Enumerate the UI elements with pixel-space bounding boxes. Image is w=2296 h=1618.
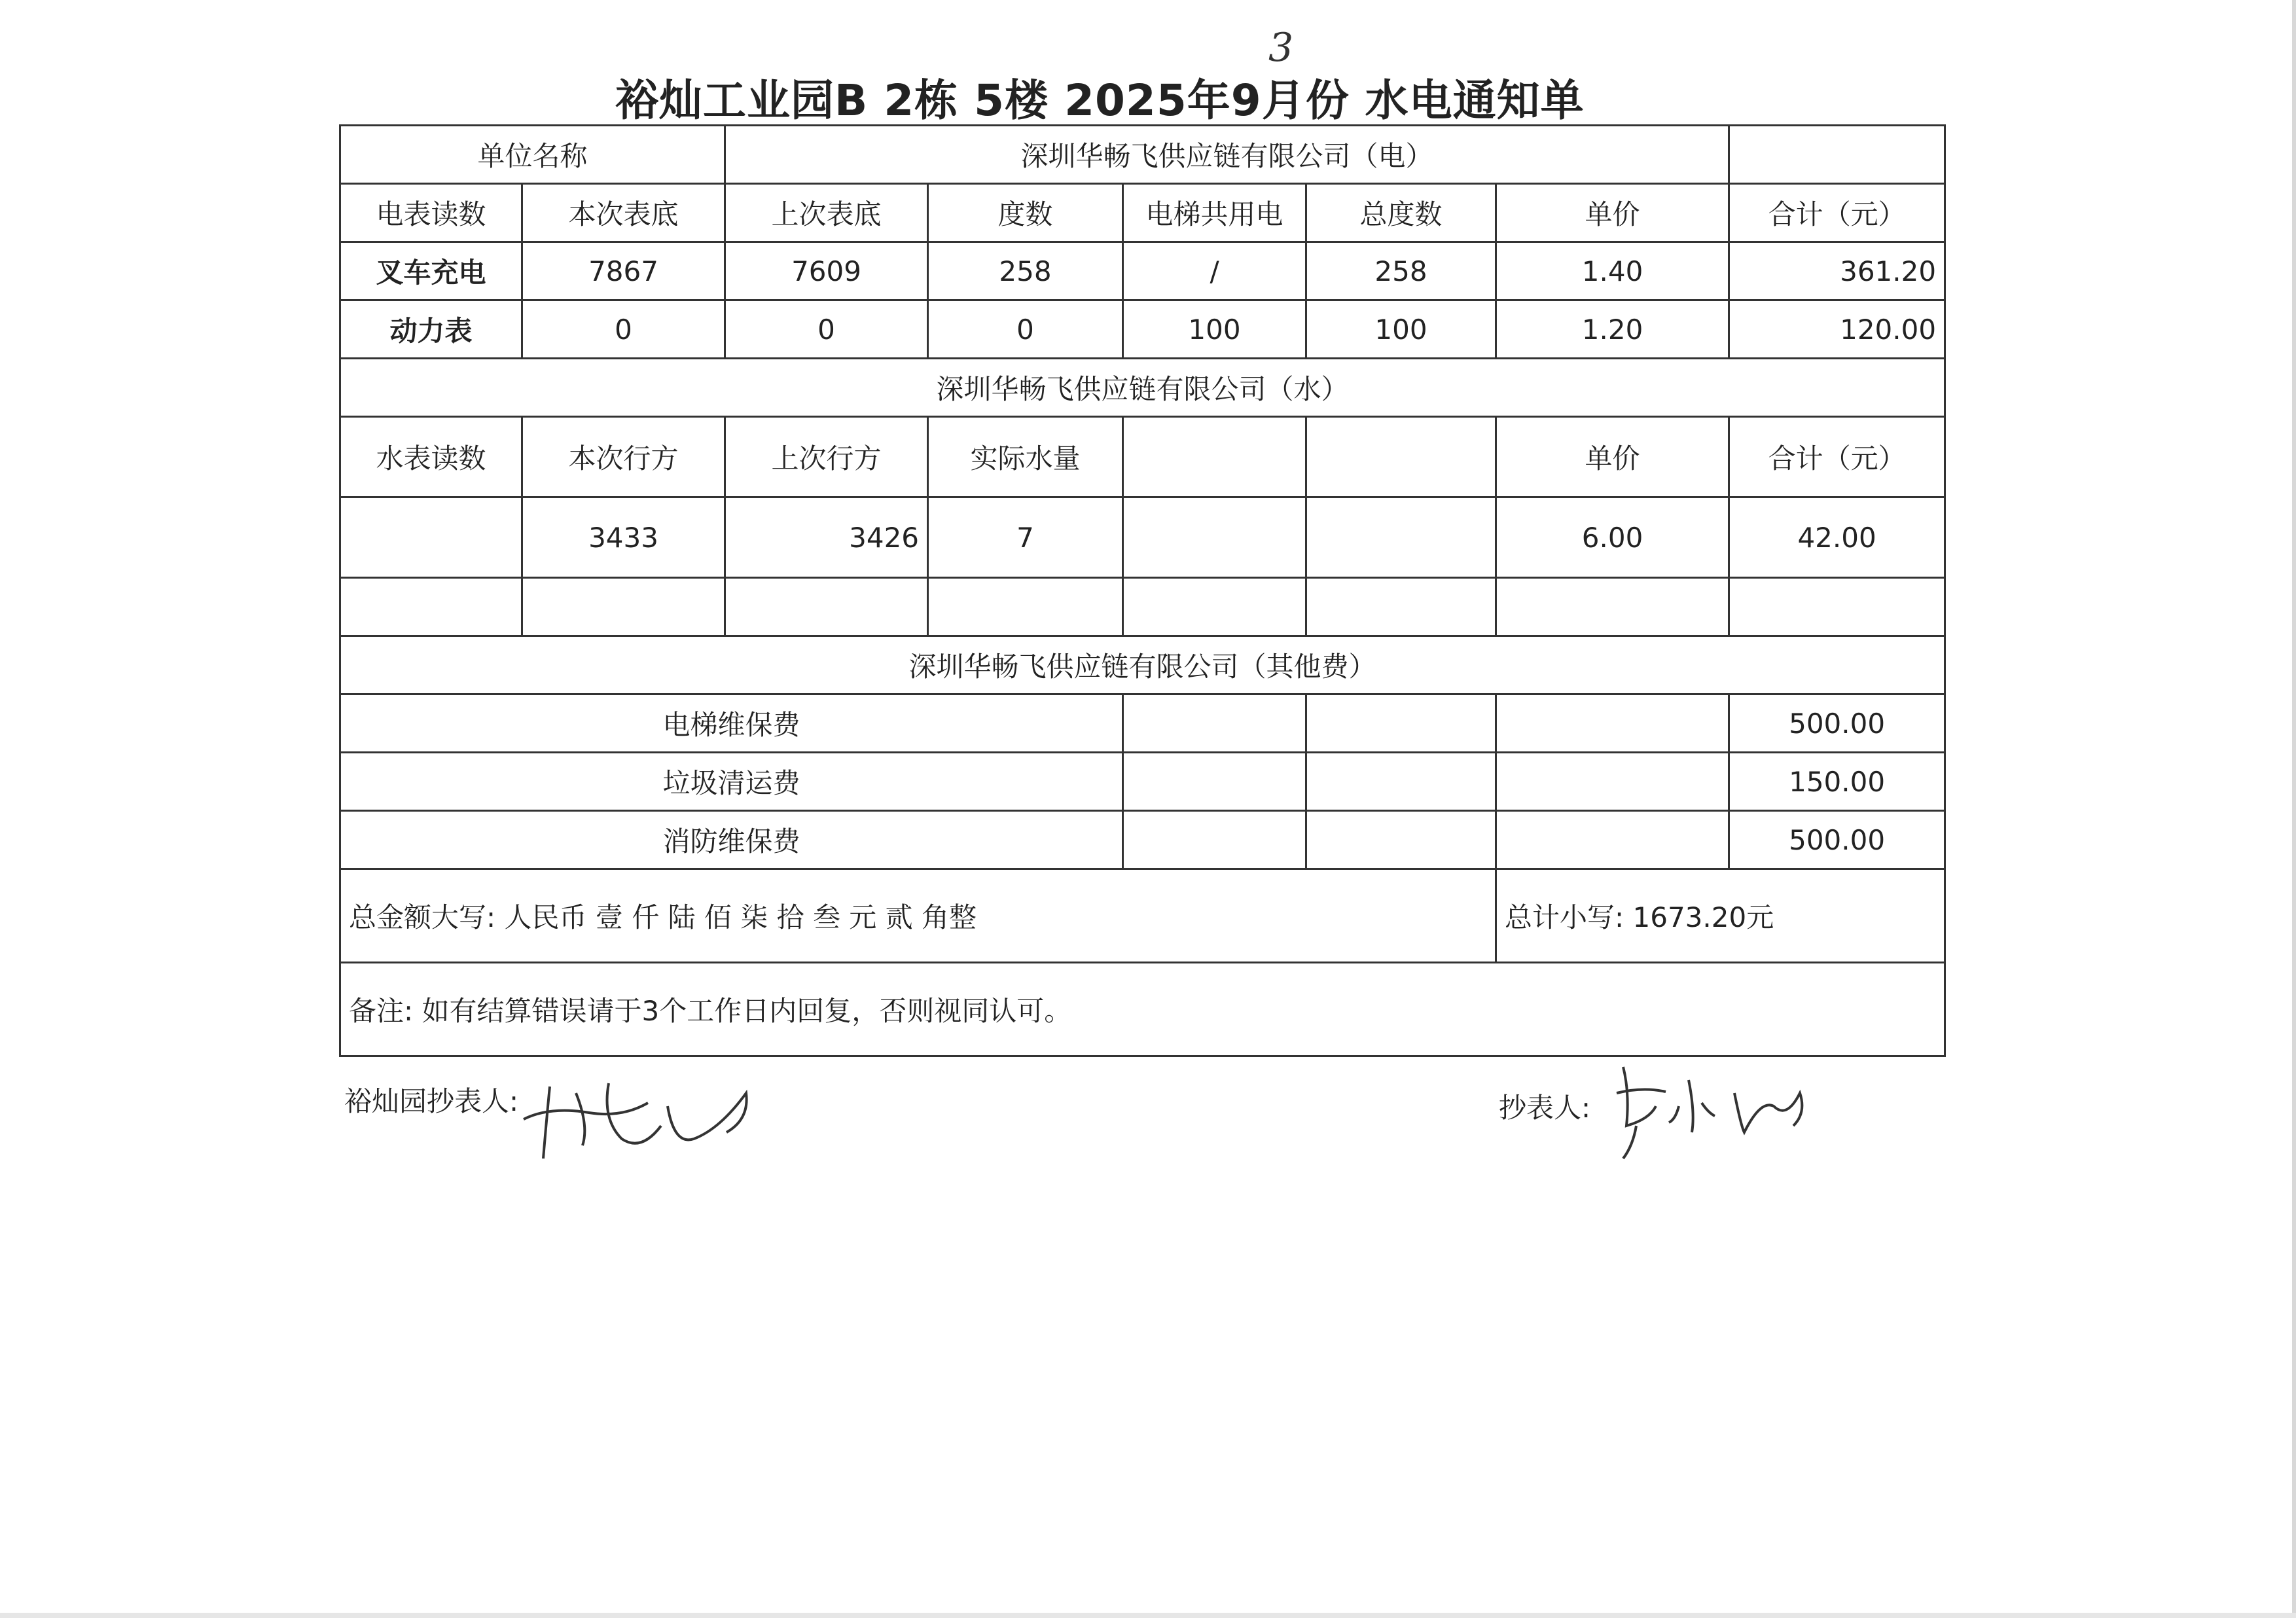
electric-row <box>340 300 1945 359</box>
current-reading: 7867 <box>522 242 725 300</box>
water-section-title: 深圳华畅飞供应链有限公司（水） <box>340 359 1945 417</box>
unit-label: 单位名称 <box>340 126 725 184</box>
col-header: 电梯共用电 <box>1123 184 1306 242</box>
notice-table <box>339 124 1946 1057</box>
empty-cell <box>1306 578 1496 636</box>
fee-name: 消防维保费 <box>340 811 1123 869</box>
other-fee-row <box>340 694 1945 753</box>
empty-cell <box>1729 126 1945 184</box>
fee-name: 电梯维保费 <box>340 694 1123 753</box>
fee-amount: 500.00 <box>1729 694 1945 753</box>
water-blank-row <box>340 578 1945 636</box>
empty-cell <box>1306 753 1496 811</box>
total-row <box>340 869 1945 963</box>
other-fee-row <box>340 811 1945 869</box>
col-header: 总度数 <box>1306 184 1496 242</box>
empty-cell <box>725 578 928 636</box>
document-title: 裕灿工业园B 2栋 5楼 2025年9月份 水电通知单 <box>615 75 1585 126</box>
reader-label: 抄表人: <box>1499 1092 1591 1124</box>
empty-cell <box>1496 694 1729 753</box>
col-header: 水表读数 <box>340 417 522 497</box>
park-reader-label: 裕灿园抄表人: <box>344 1085 519 1117</box>
scan-bottom-edge <box>0 1613 2296 1618</box>
water-header-row <box>340 417 1945 497</box>
other-section-title: 深圳华畅飞供应链有限公司（其他费） <box>340 636 1945 694</box>
empty-cell <box>1306 417 1496 497</box>
reader-signature <box>1604 1054 1826 1165</box>
total-in-figures: 总计小写: 1673.20元 <box>1496 869 1945 963</box>
col-header: 实际水量 <box>928 417 1123 497</box>
empty-cell <box>1123 694 1306 753</box>
amount: 120.00 <box>1729 300 1945 359</box>
meter-name: 叉车充电 <box>340 242 522 300</box>
total-in-words: 总金额大写: 人民币 壹 仟 陆 佰 柒 拾 叁 元 贰 角整 <box>340 869 1496 963</box>
other-fee-row <box>340 753 1945 811</box>
electric-company: 深圳华畅飞供应链有限公司（电） <box>725 126 1729 184</box>
handwritten-month-correction: 3 <box>1268 25 1294 71</box>
fee-amount: 150.00 <box>1729 753 1945 811</box>
col-header: 单价 <box>1496 417 1729 497</box>
water-section-row <box>340 359 1945 417</box>
remark-row <box>340 963 1945 1056</box>
usage: 258 <box>928 242 1123 300</box>
previous-reading: 0 <box>725 300 928 359</box>
current-reading: 3433 <box>522 497 725 578</box>
empty-cell <box>522 578 725 636</box>
empty-cell <box>1306 694 1496 753</box>
fee-name: 垃圾清运费 <box>340 753 1123 811</box>
elevator-shared: / <box>1123 242 1306 300</box>
current-reading: 0 <box>522 300 725 359</box>
unit-row <box>340 126 1945 184</box>
total-usage: 100 <box>1306 300 1496 359</box>
col-header: 上次表底 <box>725 184 928 242</box>
amount: 42.00 <box>1729 497 1945 578</box>
empty-cell <box>1496 753 1729 811</box>
park-reader-signature <box>511 1067 785 1165</box>
empty-cell <box>1496 811 1729 869</box>
empty-cell <box>928 578 1123 636</box>
col-header: 合计（元） <box>1729 417 1945 497</box>
water-row <box>340 497 1945 578</box>
empty-cell <box>1306 811 1496 869</box>
col-header: 电表读数 <box>340 184 522 242</box>
col-header: 单价 <box>1496 184 1729 242</box>
actual-usage: 7 <box>928 497 1123 578</box>
empty-cell <box>1123 497 1306 578</box>
empty-cell <box>1123 811 1306 869</box>
col-header: 上次行方 <box>725 417 928 497</box>
total-usage: 258 <box>1306 242 1496 300</box>
empty-cell <box>1123 753 1306 811</box>
fee-amount: 500.00 <box>1729 811 1945 869</box>
col-header: 本次表底 <box>522 184 725 242</box>
empty-cell <box>1729 578 1945 636</box>
previous-reading: 7609 <box>725 242 928 300</box>
meter-name: 动力表 <box>340 300 522 359</box>
unit-price: 6.00 <box>1496 497 1729 578</box>
empty-cell <box>1496 578 1729 636</box>
elevator-shared: 100 <box>1123 300 1306 359</box>
empty-cell <box>1123 578 1306 636</box>
col-header: 度数 <box>928 184 1123 242</box>
amount: 361.20 <box>1729 242 1945 300</box>
unit-price: 1.40 <box>1496 242 1729 300</box>
unit-price: 1.20 <box>1496 300 1729 359</box>
other-section-row <box>340 636 1945 694</box>
empty-cell <box>1123 417 1306 497</box>
scan-edge <box>2292 0 2296 1618</box>
remark-text: 备注: 如有结算错误请于3个工作日内回复，否则视同认可。 <box>340 963 1945 1056</box>
electric-header-row <box>340 184 1945 242</box>
electric-row <box>340 242 1945 300</box>
col-header: 合计（元） <box>1729 184 1945 242</box>
col-header: 本次行方 <box>522 417 725 497</box>
previous-reading: 3426 <box>725 497 928 578</box>
usage: 0 <box>928 300 1123 359</box>
empty-cell <box>340 497 522 578</box>
empty-cell <box>1306 497 1496 578</box>
empty-cell <box>340 578 522 636</box>
